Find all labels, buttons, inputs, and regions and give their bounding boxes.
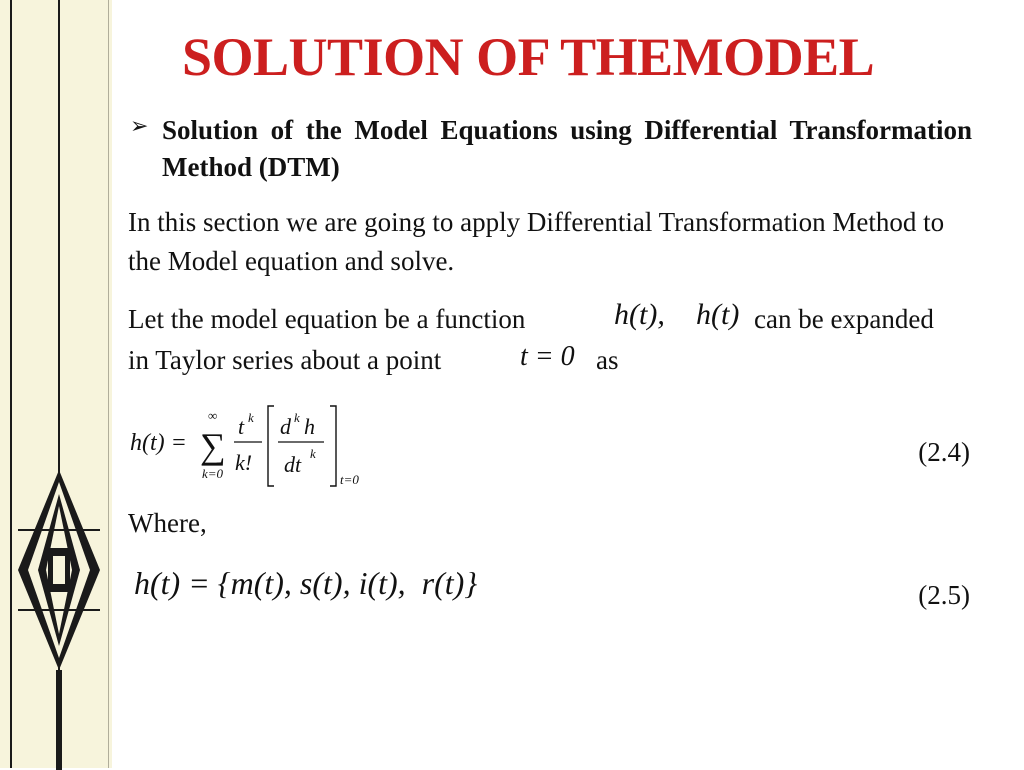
sigma-symbol-icon: ∑ (200, 426, 226, 466)
frac2-numerator: d (280, 414, 291, 439)
diamond-ornament-icon (18, 470, 100, 770)
arrow-bullet-icon: ➢ (130, 114, 149, 139)
frac2-denominator: dt (284, 452, 302, 477)
taylor-series-formula (128, 400, 388, 492)
inline-math-t-equals-0: t = 0 (520, 341, 575, 372)
band-line-right (108, 0, 109, 768)
taylor-text-3: in Taylor series about a point (128, 345, 442, 375)
equation-number-2-5: (2.5) (918, 580, 970, 610)
slide-title: SOLUTION OF THEMODEL (182, 27, 875, 87)
taylor-text-1: Let the model equation be a function (128, 304, 526, 334)
frac2-numerator-tail: h (304, 414, 315, 439)
frac2-numerator-exponent: k (294, 410, 300, 425)
evaluation-subscript: t=0 (340, 472, 359, 487)
eq-lhs: h(t) = (130, 430, 187, 456)
bullet-text: Solution of the Model Equations using Differential Transformation Method (DTM) (162, 115, 972, 182)
inline-math-h-of-t-2: h(t) (696, 298, 740, 331)
frac1-numerator-exponent: k (248, 410, 254, 425)
side-decoration-band (0, 0, 112, 768)
taylor-text-4: as (596, 345, 619, 375)
sum-upper-limit: ∞ (208, 408, 218, 423)
frac1-denominator: k! (235, 450, 253, 475)
state-vector-formula: h(t) = {m(t), s(t), i(t), r(t)} (134, 565, 478, 601)
taylor-text-2: can be expanded (754, 304, 934, 334)
equation-number-2-4: (2.4) (918, 437, 970, 467)
inline-math-h-of-t-1: h(t), (614, 298, 665, 331)
sum-lower-limit: k=0 (202, 466, 224, 481)
frac1-numerator: t (238, 414, 245, 439)
frac2-denominator-exponent: k (310, 446, 316, 461)
band-line-left (10, 0, 12, 768)
where-label: Where, (128, 508, 207, 538)
intro-paragraph: In this section we are going to apply Differential Transformation Method to the Model equation and solve. (128, 207, 945, 276)
